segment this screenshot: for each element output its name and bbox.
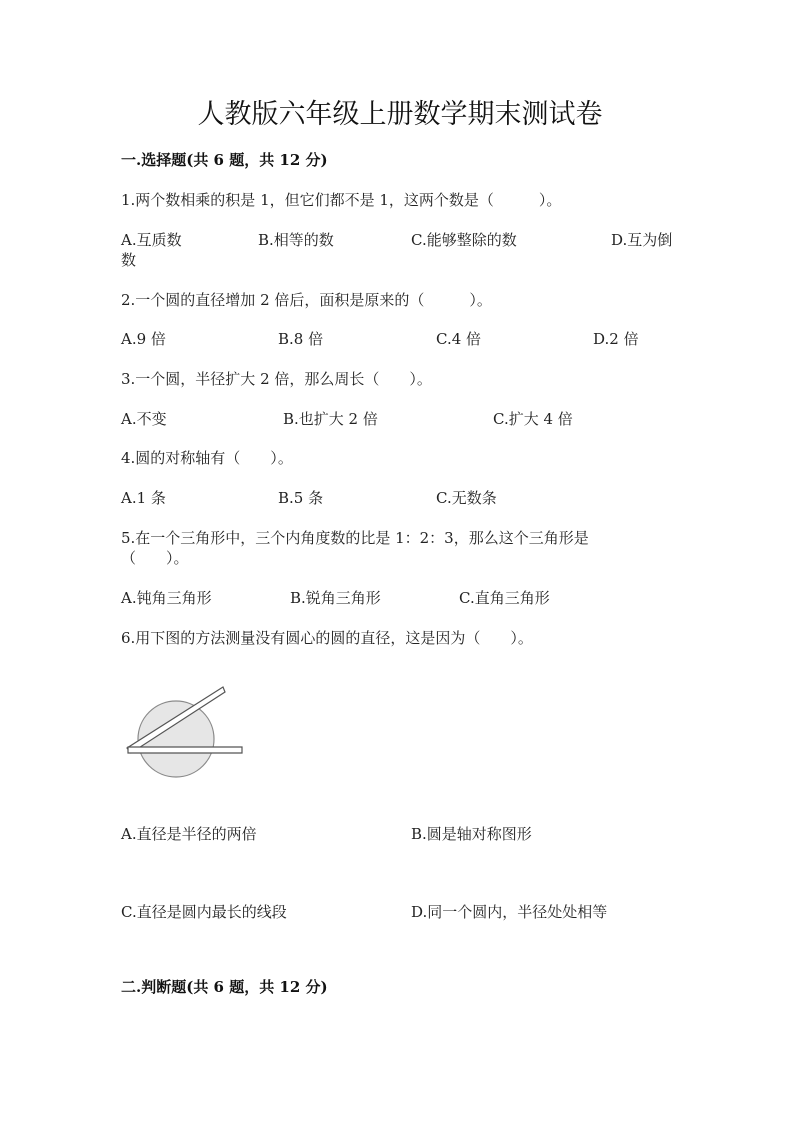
question-4-stem: 4.圆的对称轴有（ ）。 [121,449,293,467]
question-5-stem: 5.在一个三角形中，三个内角度数的比是 1：2：3，那么这个三角形是 [121,529,589,547]
question-6-option-b: B.圆是轴对称图形 [411,825,532,843]
question-6-option-c: C.直径是圆内最长的线段 [121,903,287,921]
question-6-stem: 6.用下图的方法测量没有圆心的圆的直径，这是因为（ ）。 [121,629,533,647]
question-1-option-c: C.能够整除的数 [411,231,517,249]
question-1-option-b: B.相等的数 [258,231,334,249]
question-2-option-c: C.4 倍 [436,330,482,348]
question-6-option-d: D.同一个圆内，半径处处相等 [411,903,608,921]
question-1-option-d-wrap: 数 [121,251,137,269]
question-4-option-a: A.1 条 [121,489,166,507]
question-4-option-b: B.5 条 [278,489,324,507]
question-2-stem: 2.一个圆的直径增加 2 倍后，面积是原来的（ ）。 [121,291,492,309]
question-3-option-a: A.不变 [121,410,167,428]
question-2-option-d: D.2 倍 [593,330,639,348]
question-3-option-b: B.也扩大 2 倍 [283,410,378,428]
question-3-stem: 3.一个圆，半径扩大 2 倍，那么周长（ ）。 [121,370,432,388]
horizontal-ruler [128,747,242,753]
question-5-option-a: A.钝角三角形 [121,589,212,607]
question-1-option-d: D.互为倒 [611,231,673,249]
question-5-option-b: B.锐角三角形 [290,589,381,607]
question-1-option-a: A.互质数 [121,231,182,249]
question-5-option-c: C.直角三角形 [459,589,550,607]
section-heading-judgement: 二.判断题(共 6 题，共 12 分) [121,978,328,996]
question-1-stem: 1.两个数相乘的积是 1，但它们都不是 1，这两个数是（ ）。 [121,191,562,209]
question-5-stem-line2: （ ）。 [121,549,189,567]
circle-ruler-illustration [124,684,254,784]
question-3-option-c: C.扩大 4 倍 [493,410,573,428]
question-2-option-a: A.9 倍 [121,330,166,348]
question-4-option-c: C.无数条 [436,489,497,507]
section-heading-choice: 一.选择题(共 6 题，共 12 分) [121,151,328,169]
page-title: 人教版六年级上册数学期末测试卷 [197,99,603,130]
question-6-option-a: A.直径是半径的两倍 [121,825,257,843]
question-2-option-b: B.8 倍 [278,330,324,348]
circle-ruler-figure [124,684,254,788]
